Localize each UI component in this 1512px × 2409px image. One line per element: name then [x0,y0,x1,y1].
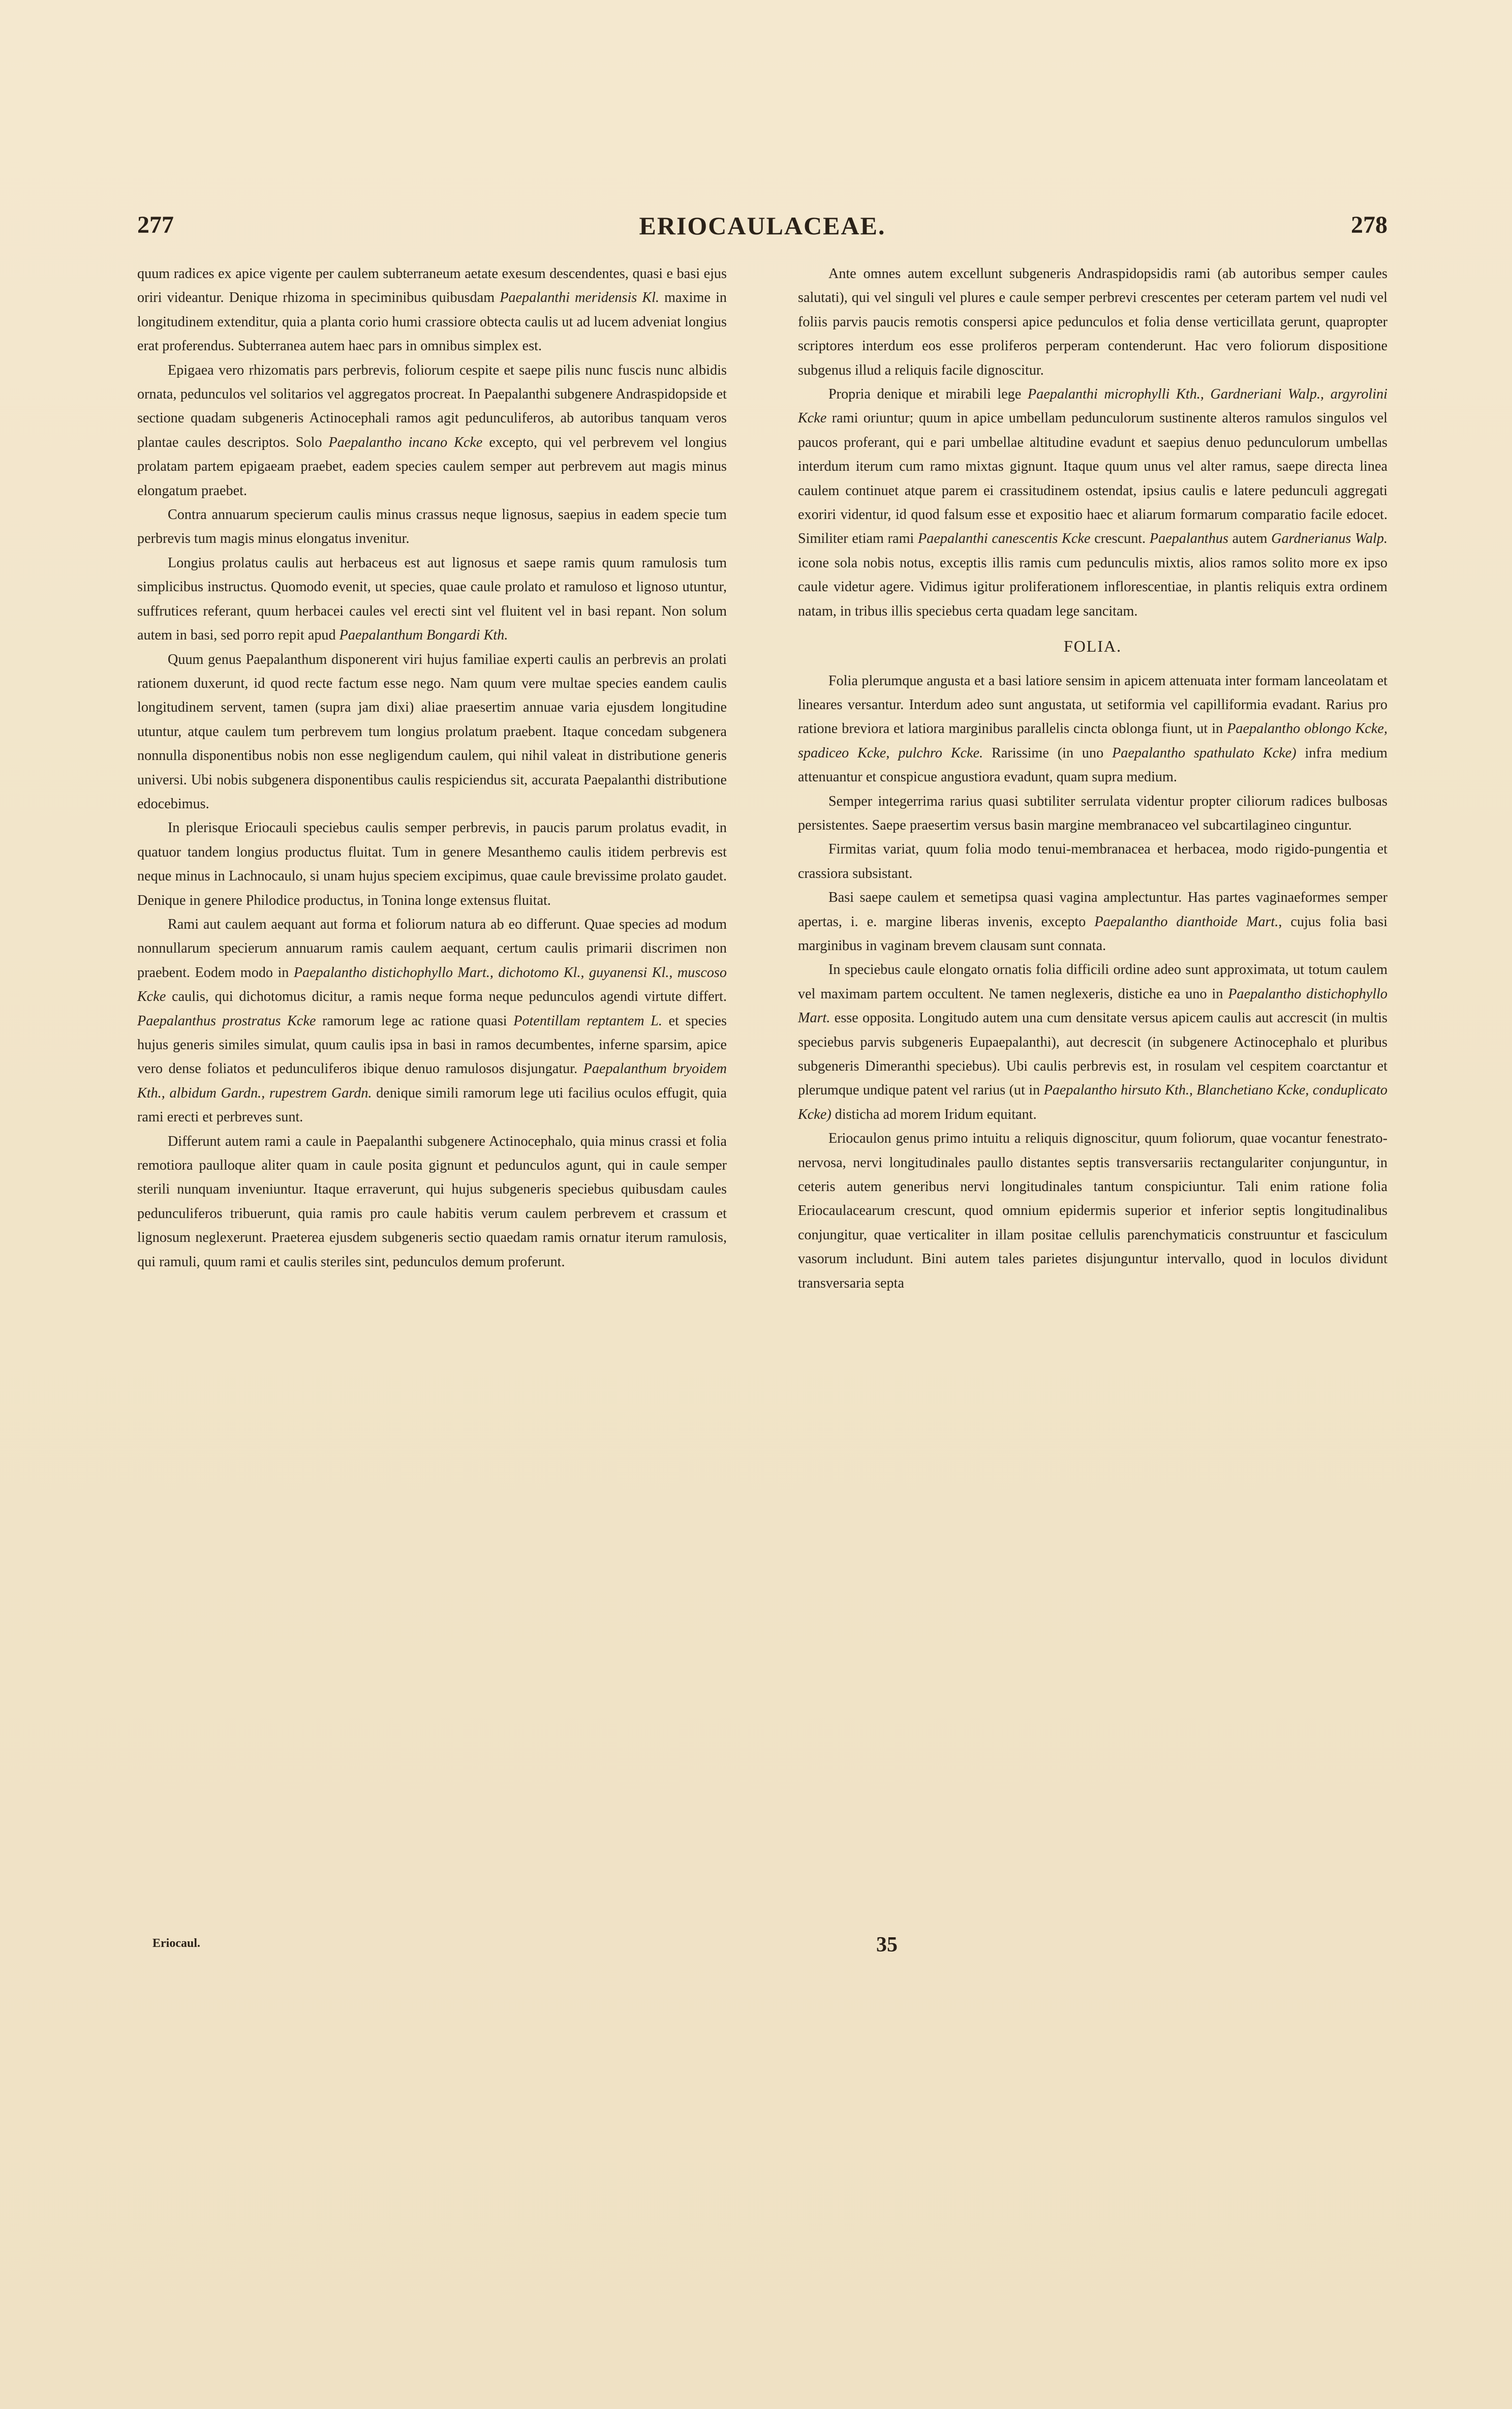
sheet-number: 35 [876,1933,898,1957]
paragraph: Differunt autem rami a caule in Paepalanthi subgenere Actinocephalo, quia minus crassi et folia remotiora paulloque aliter quam in caule posita gignunt et pedunculos agunt, qui in caule semper sterili nunquam inveniuntur. Itaque erraverunt, qui hujus subgeneris speciebus quibusdam caules pedunculiferos tribuerunt, quia ramis pro caule habitis verum caulem perbrevem et crassum et lignosum neglexerunt. Praeterea ejusdem subgeneris sectio quaedam ramis ornatur iterum ramulosis, qui ramuli, quum rami et caulis steriles sint, pedunculos demum proferunt. [137,1133,727,1270]
paragraph: In speciebus caule elongato ornatis folia difficili ordine adeo sunt approximata, ut totum caulem vel maximam partem occultent. Ne tamen neglexeris, distiche ea uno in Paepalantho distichophyllo Mart. esse opposita. Longitudo autem una cum densitate versus apicem caulis aut accrescit (in multis speciebus parvis subgeneris Eupaepalanthi), aut decrescit (in subgenere Actinocephalo et pluribus subgeneris Dimeranthi speciebus). Ubi caulis perbrevis est, in rosulam vel cespitem coarctantur et plerumque undique patent vel rarius (ut in Paepalantho hirsuto Kth., Blanchetiano Kcke, conduplicato Kcke) disticha ad morem Iridum equitant. [798,962,1387,1122]
signature-mark: Eriocaul. [152,1937,200,1950]
paragraph: Semper integerrima rarius quasi subtiliter serrulata videntur propter ciliorum radices bulbosas persistentes. Saepe praesertim versus basin margine membranaceo vel subcartilagineo cinguntur. [798,793,1387,833]
page-number-right: 278 [1351,211,1387,238]
paragraph: Propria denique et mirabili lege Paepalanthi microphylli Kth., Gardneriani Walp., argyrolini Kcke rami oriuntur; quum in apice umbellam pedunculorum sustinente alteros ramulos singulos vel paucos proferant, qui e pari umbellae altitudine evadunt et saepius denuo pedunculorum umbellas interdum iterum cum ramo mixtas gignunt. Itaque quum unus vel alter ramus, saepe directa linea caulem continuet atque parem ei crassitudinem ostendat, ipsius caulis e latere pedunculi aggregati exoriri videntur, id quod falsum esse et expositio haec et aliarum formarum comparatio facile edocet. Similiter etiam rami Paepalanthi canescentis Kcke crescunt. Paepalanthus autem Gardnerianus Walp. icone sola nobis notus, exceptis illis ramis cum pedunculis mixtis, alios ramos solito more ex ipso caule videtur agere. Vidimus igitur proliferationem inflorescentiae, in plantis reliquis extra ordinem natam, in tribus illis speciebus certa quadam lege sancitam. [798,386,1388,619]
right-column [798,262,1387,1295]
page-number-left: 277 [137,211,174,238]
paragraph: Rami aut caulem aequant aut forma et foliorum natura ab eo differunt. Quae species ad modum nonnullarum specierum annuarum ramis caulem aequant, certum caulis primarii discrimen non praebent. Eodem modo in Paepalantho distichophyllo Mart., dichotomo Kl., guyanensi Kl., muscoso Kcke caulis, qui dichotomus dicitur, a ramis neque forma neque pedunculos agendi virtute differt. Paepalanthus prostratus Kcke ramorum lege ac ratione quasi Potentillam reptantem L. et species hujus generis similes simulat, quum caulis ipsa in basi in ramos decumbentes, inferne sparsim, apice vero dense foliatos et pedunculiferos ibique denuo ramulosos disjungatur. Paepalanthum bryoidem Kth., albidum Gardn., rupestrem Gardn. denique simili ramorum lege uti facilius oculos effugit, quia rami erecti et perbreves sunt. [137,916,727,1125]
paragraph: Longius prolatus caulis aut herbaceus est aut lignosus et saepe ramis quum ramulosis tum simplicibus instructus. Quomodo evenit, ut species, quae caule prolato et ramuloso et lignoso utuntur, suffrutices referant, quum herbacei caules vel erecti sint vel fluitent vel in basi repant. Non solum autem in basi, sed porro repit apud Paepalanthum Bongardi Kth. [137,555,727,644]
section-heading: FOLIA. [1063,637,1122,656]
paragraph: Folia plerumque angusta et a basi latiore sensim in apicem attenuata inter formam lanceolatam et lineares versantur. Interdum adeo sunt angustata, ut setiformia vel capilliformia evadant. Rarius pro ratione breviora et latiora marginibus parallelis cincta oblonga fiunt, ut in Paepalantho oblongo Kcke, spadiceo Kcke, pulchro Kcke. Rarissime (in uno Paepalantho spathulato Kcke) infra medium attenuantur et conspicue angustiora evadunt, quam supra medium. [798,673,1387,785]
paragraph: Contra annuarum specierum caulis minus crassus neque lignosus, saepius in eadem specie tum perbrevis tum magis minus elongatus invenitur. [137,507,727,547]
running-title: ERIOCAULACEAE. [639,211,886,240]
paragraph: Ante omnes autem excellunt subgeneris Andraspidopsidis rami (ab autoribus semper caules salutati), qui vel singuli vel plures e caule semper perbrevi crescentes per ceteram partem vel nudi vel foliis parvis paucis remotis conspersi apice pedunculos et folia dense verticillata gerunt, quapropter scriptores interdum eos esse proliferos perperam contenderunt. Hac vero foliorum dispositione subgenus illud a reliquis facile dignoscitur. [798,266,1387,378]
paragraph: quum radices ex apice vigente per caulem subterraneum aetate exesum descendentes, quasi e basi ejus oriri videantur. Denique rhizoma in speciminibus quibusdam Paepalanthi meridensis Kl. maxime in longitudinem extenditur, quia a planta corio humi crassiore obtecta caulis ut ad lucem adveniat longius erat proferendus. Subterranea autem haec pars in omnibus simplex est. [137,266,727,354]
paragraph: In plerisque Eriocauli speciebus caulis semper perbrevis, in paucis parum prolatus evadit, in quatuor tandem longius productus fluitat. Tum in genere Mesanthemo caulis itidem perbrevis est neque minus in Lachnocaulo, si unam hujus speciem excipimus, quae caule brevissime prolato gaudet. Denique in genere Philodice productus, in Tonina longe extensus fluitat. [137,820,727,908]
paragraph: Basi saepe caulem et semetipsa quasi vagina amplectuntur. Has partes vaginaeformes semper apertas, i. e. margine liberas invenis, excepto Paepalantho dianthoide Mart., cujus folia basi marginibus in vaginam brevem clausam sunt connata. [798,890,1387,954]
page-footer [137,1933,1387,1967]
paragraph: Eriocaulon genus primo intuitu a reliquis dignoscitur, quum foliorum, quae vocantur fenestrato-nervosa, nervi longitudinales paullo distantes septis transversariis rectangulariter conjunguntur, in ceteris autem generibus nervi longitudinales tantum conspiciuntur. Tali enim ratione folia Eriocaulacearum crescunt, quod omnium epidermis superior et inferior septis longitudinalibus conjungitur, quae verticaliter in illam positae cellulis parenchymaticis construuntur et fasciculum vasorum includunt. Bini autem tales parietes disjunguntur intervallo, quod in loculos dividunt transversaria septa [798,1131,1387,1291]
paragraph: Firmitas variat, quum folia modo tenui-membranacea et herbacea, modo rigido-pungentia et crassiora subsistant. [798,841,1387,881]
paragraph: Quum genus Paepalanthum disponerent viri hujus familiae experti caulis an perbrevis an prolati rationem duxerunt, id quod recte factum esse nego. Nam quum vere multae species eandem caulis longitudinem servent, tamen (supra jam dixi) aliae praesertim annuae varia ejusdem longitudine utuntur, atque caulem tum perbrevem tum longius prolatum praebent. Itaque concedam subgenera nonnulla disponentibus nobis non esse negligendum caulem, qui nihil valeat in distributione generis universi. Ubi nobis subgenera disponentibus caulis respiciendus sit, accurata Paepalanthi distributione edocebimus. [137,651,727,812]
paragraph: Epigaea vero rhizomatis pars perbrevis, foliorum cespite et saepe pilis nunc fuscis nunc albidis ornata, pedunculos vel solitarios vel aggregatos procreat. In Paepalanthi subgenere Andraspidopside et sectione quadam subgeneris Actinocephali ramos agit pedunculiferos, ab autoribus tanquam veros plantae caules descriptos. Solo Paepalantho incano Kcke excepto, qui vel perbrevem vel longius prolatam partem epigaeam praebet, eadem species caulem semper aut perbrevem aut magis minus elongatum praebet. [137,362,727,499]
left-column [137,262,727,1274]
page-header [137,211,1387,247]
